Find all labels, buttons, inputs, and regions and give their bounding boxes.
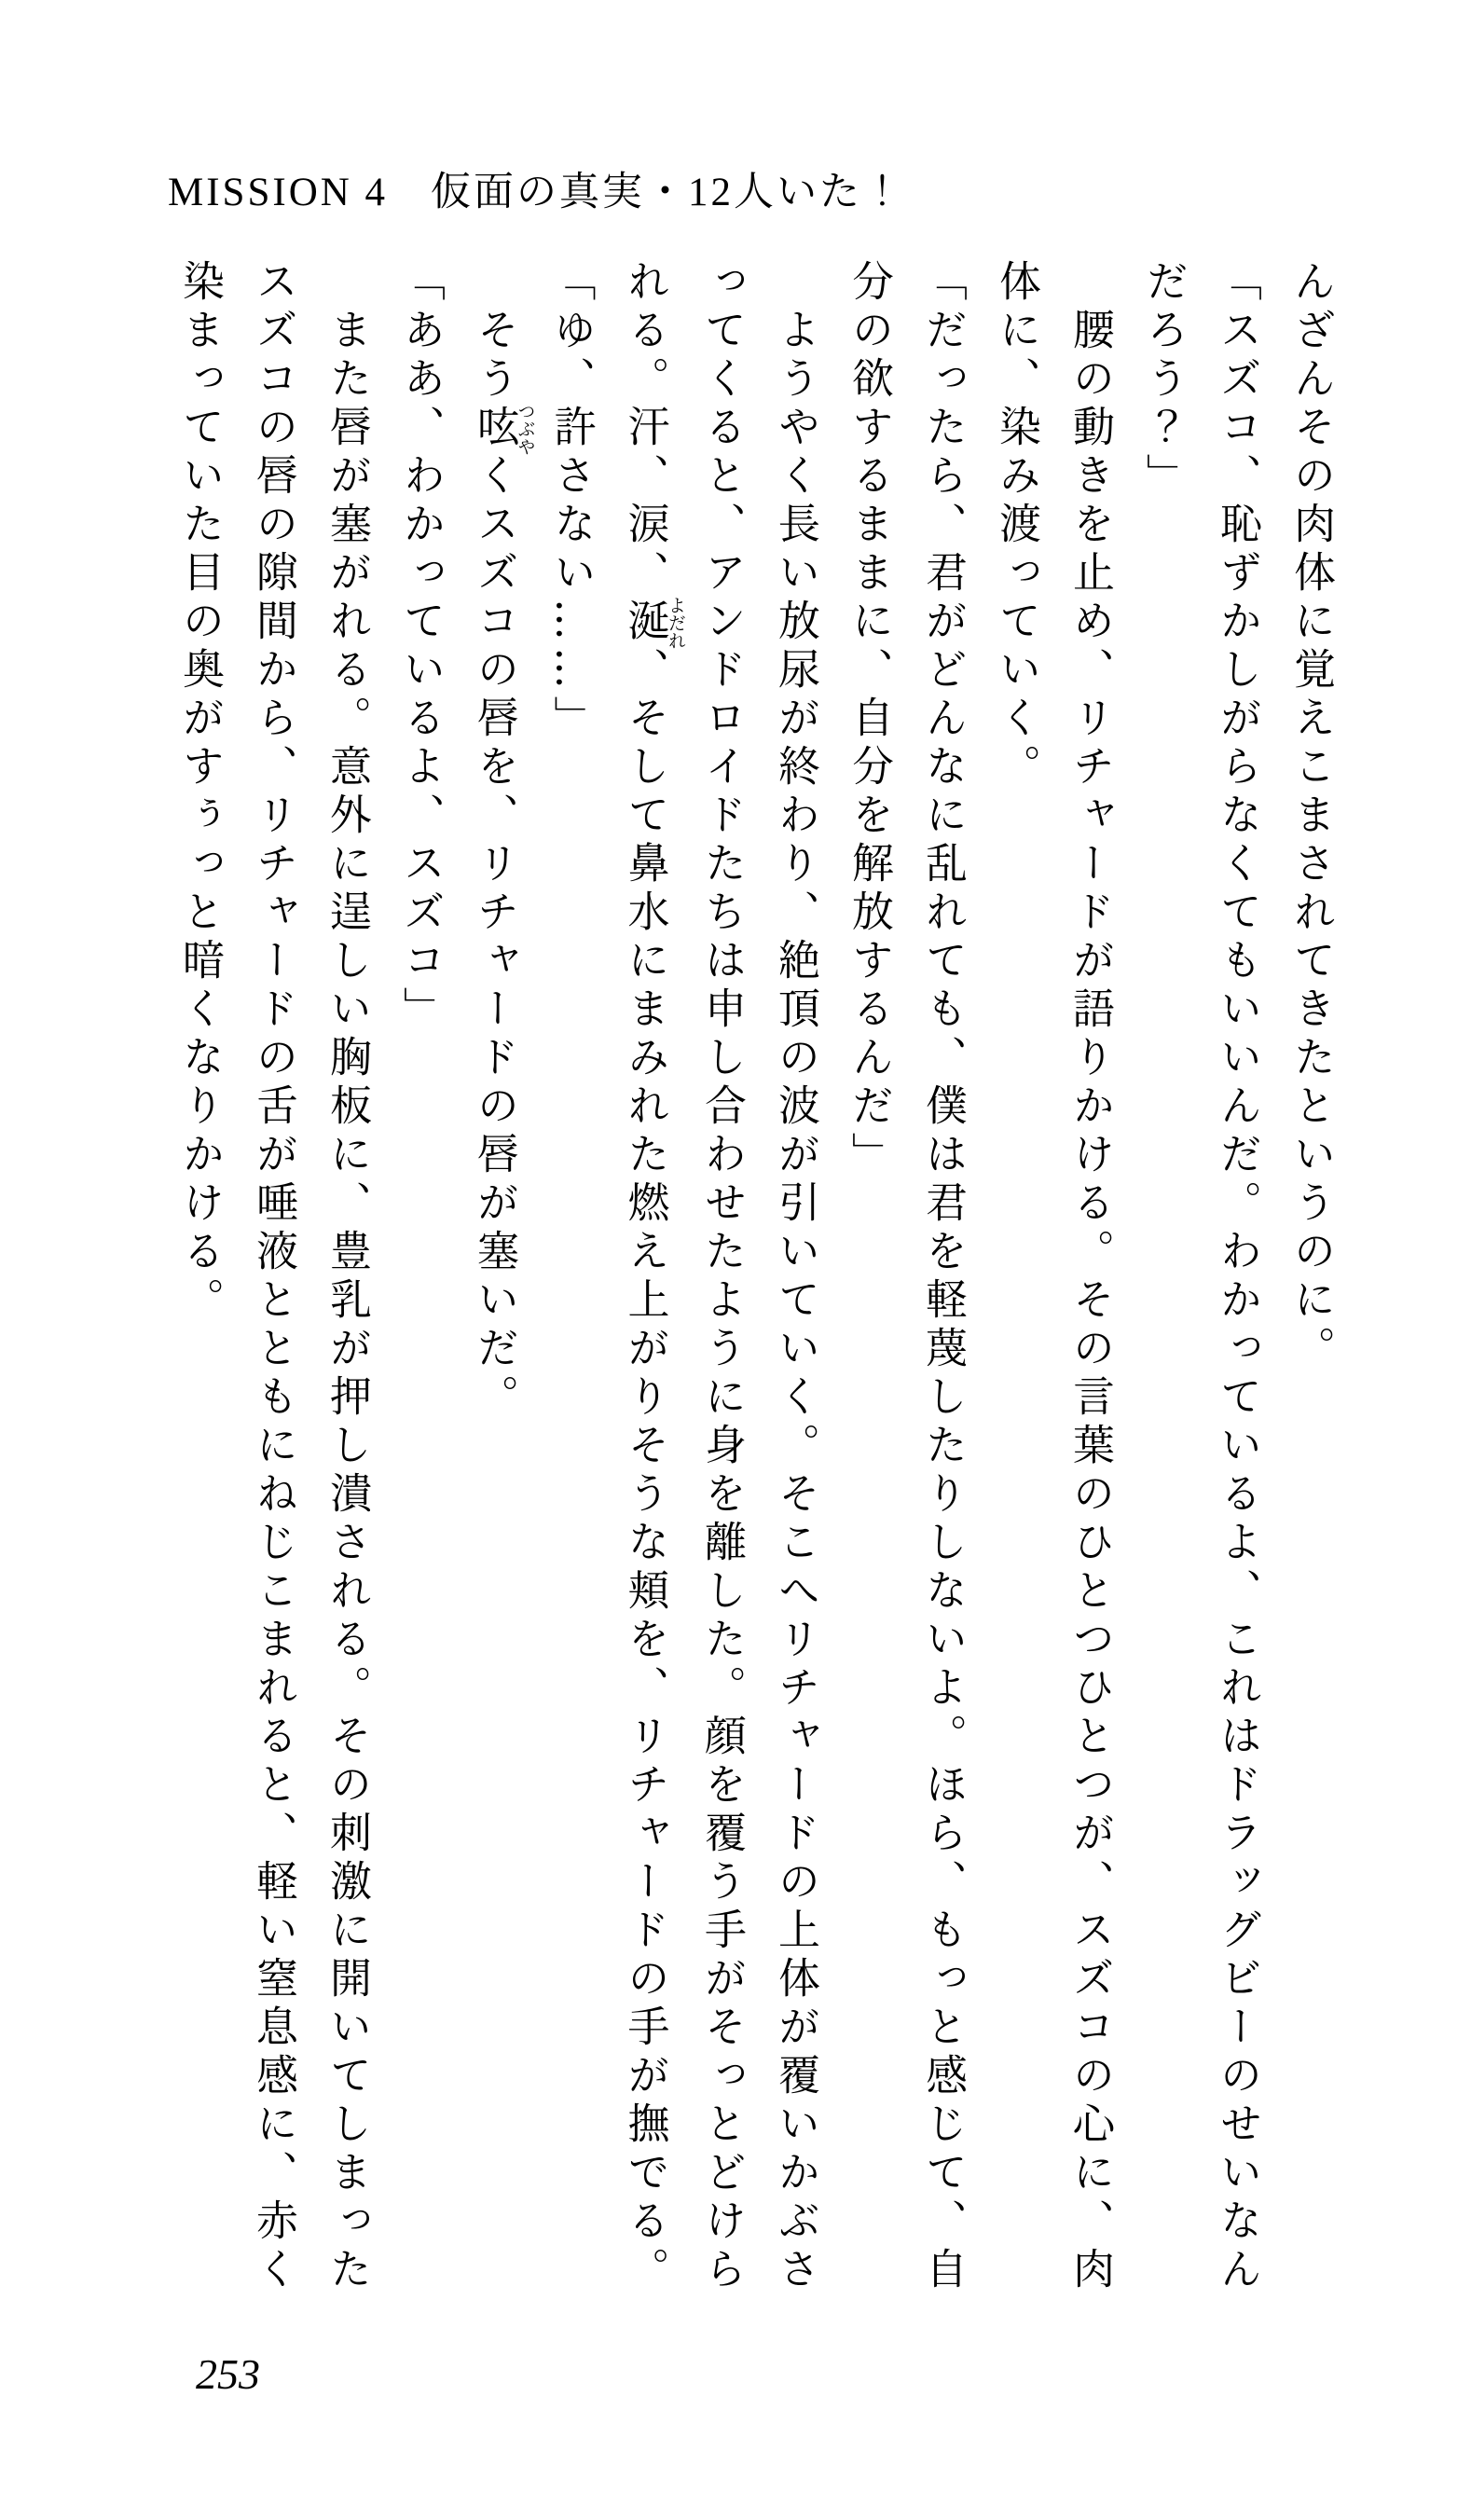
text-line: だろう？」: [1139, 259, 1189, 502]
ruby-base: 呟: [470, 402, 519, 456]
text-line: 体に、染み渡っていく。: [992, 259, 1041, 792]
text-line: 染まっていた目の奥がすぅっと暗くなりかける。: [175, 259, 225, 1326]
ruby-annotation: [470, 402, 536, 456]
text-segment: そう: [470, 259, 519, 405]
text-line: 「ああ、わかっているよ、スズコ」: [396, 259, 446, 1035]
text-segment: くスズコの唇を、リチャードの唇が塞いだ。: [470, 453, 519, 1423]
chapter-header: MISSION 4 仮面の真実・12人いた！: [168, 171, 906, 214]
page-number: 253: [196, 2350, 260, 2398]
text-line: んざんその肉体に覚えこまされてきたというのに。: [1286, 259, 1336, 1374]
ruby-text: よだれ: [666, 596, 686, 650]
ruby-base: 涎: [620, 596, 670, 650]
text-line: 分の欲するままに、自分を解放するんだ」: [845, 259, 894, 1180]
text-line: スズコの唇の隙間から、リチャードの舌が唾液とともにねじこまれると、軽い窒息感に、赤く: [249, 259, 298, 2295]
text-line: ようやく長い放尿が終わり、絶頂の波が引いていく。そこへリチャードの上体が覆いかぶさ: [771, 259, 820, 2295]
ruby-annotation: [620, 596, 686, 650]
body-text: [163, 259, 1348, 2310]
text-line: 「スズコ、恥ずかしがらなくてもいいんだ。わかっているよ、これはドラッグビーのせいなん: [1213, 259, 1262, 2295]
text-segment: れる。汗、涙、: [620, 259, 670, 599]
text-line: [609, 259, 686, 2310]
text-segment: 、そして鼻水にまみれた燃え上がりそうな頬を、リチャードの手が撫でる。: [620, 647, 670, 2295]
ruby-text: つぶや: [515, 402, 536, 456]
text-line: また唇が塞がれる。意外に逞しい胸板に、豊乳が押し潰される。その刺激に開いてしまった: [323, 259, 372, 2295]
text-line: 「だったら、君がどんなに乱れても、僕は君を軽蔑したりしないよ。ほら、もっと感じて、自: [918, 259, 968, 2295]
text-line: 腰の動きを止め、リチャードが語りかける。その言葉のひとつひとつが、スズコの心に、肉: [1065, 259, 1115, 2295]
text-line: ってくると、アンドロイドたちは申し合わせたように身を離した。顔を覆う手がそっとどけら: [697, 259, 747, 2295]
text-line: 「ゆ、許さない……」: [546, 259, 597, 744]
text-line: [458, 259, 535, 2310]
